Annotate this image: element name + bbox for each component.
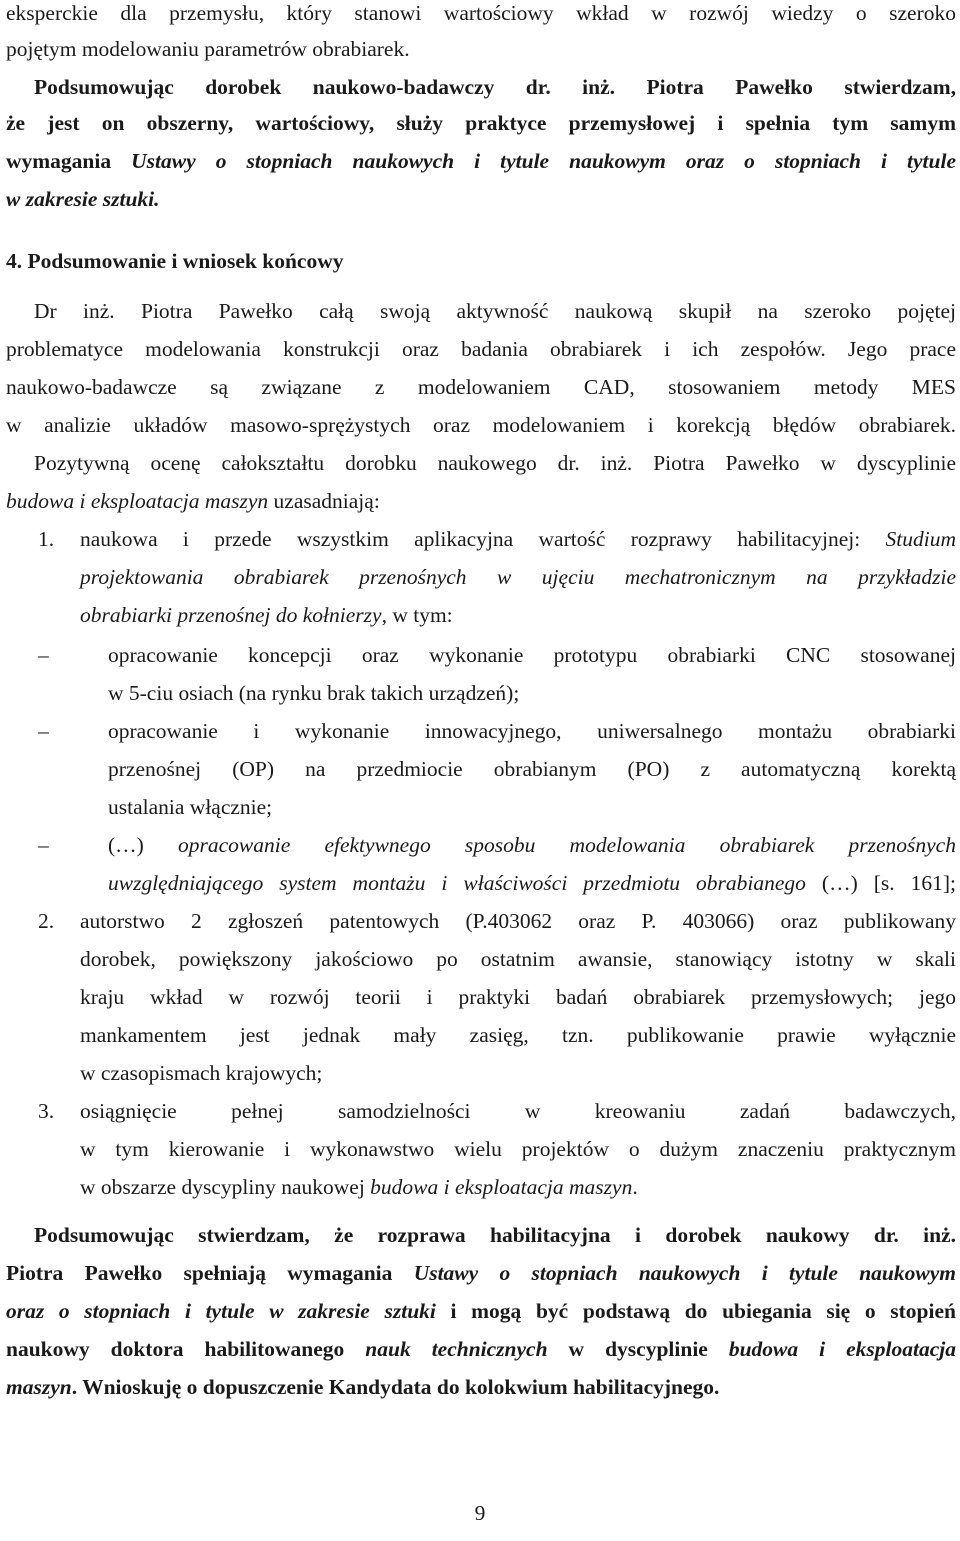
act-title: Ustawy o stopniach naukowych i tytule naukowym xyxy=(413,1261,956,1285)
dash-bullet: – xyxy=(38,643,49,667)
list-item-line: autorstwo 2 zgłoszeń patentowych (P.403062 oraz P. 403066) oraz publikowany xyxy=(80,909,956,933)
list-item-line: mankamentem jest jednak mały zasięg, tzn. publikowanie prawie wyłącznie xyxy=(80,1023,956,1047)
dash-bullet: – xyxy=(38,833,49,857)
list-item-line: w tym kierowanie i wykonawstwo wielu projektów o dużym znaczeniu praktycznym xyxy=(80,1137,956,1161)
act-title: oraz o stopniach i tytule w zakresie sztuki xyxy=(6,1299,436,1323)
conclusion-line xyxy=(6,1334,956,1364)
text-span: naukowa i przede wszystkim aplikacyjna wartość rozprawy habilitacyjnej: xyxy=(80,527,886,551)
discipline-name: budowa i eksploatacja maszyn xyxy=(6,489,269,513)
summary-paragraph-line: Podsumowując dorobek naukowo-badawczy dr. inż. Piotra Pawełko stwierdzam, xyxy=(34,75,956,99)
subitem-line xyxy=(108,830,956,860)
subitem-line: przenośnej (OP) na przedmiocie obrabianym (PO) z automatyczną korektą xyxy=(108,757,956,781)
paragraph-line xyxy=(6,486,956,516)
list-item-line: w czasopismach krajowych; xyxy=(80,1061,323,1085)
subitem-line: opracowanie i wykonanie innowacyjnego, uniwersalnego montażu obrabiarki xyxy=(108,719,956,743)
subitem-line: w 5-ciu osiach (na rynku brak takich urządzeń); xyxy=(108,681,520,705)
text-span: wymagania xyxy=(6,149,132,173)
text-span: w obszarze dyscypliny naukowej xyxy=(80,1175,371,1199)
discipline-name: budowa i eksploatacja maszyn xyxy=(370,1175,633,1199)
list-number: 1. xyxy=(38,527,55,551)
paragraph-line: Pozytywną ocenę całokształtu dorobku naukowego dr. inż. Piotra Pawełko w dyscyplinie xyxy=(34,451,956,475)
section-heading: 4. Podsumowanie i wniosek końcowy xyxy=(6,249,344,273)
paragraph-line: w analizie układów masowo-sprężystych oraz modelowaniem i korekcją błędów obrabiarek. xyxy=(6,413,956,437)
quote-text: uwzględniającego system montażu i właściwości przedmiotu obrabianego xyxy=(108,871,806,895)
text-span: w dyscyplinie xyxy=(547,1337,729,1361)
discipline-name: budowa i eksploatacja xyxy=(728,1337,956,1361)
conclusion-line: Podsumowując stwierdzam, że rozprawa habilitacyjna i dorobek naukowy dr. inż. xyxy=(34,1223,956,1247)
page-number: 9 xyxy=(474,1501,486,1525)
text-span: . xyxy=(632,1175,638,1199)
list-item-line xyxy=(80,600,956,630)
text-span: . Wnioskuję o dopuszczenie Kandydata do kolokwium habilitacyjnego. xyxy=(71,1375,720,1399)
conclusion-line xyxy=(6,1372,956,1402)
subitem-line: ustalania włącznie; xyxy=(108,795,273,819)
text-span: (…) [s. 161]; xyxy=(805,871,956,895)
list-item-line: osiągnięcie pełnej samodzielności w kreowaniu zadań badawczych, xyxy=(80,1099,956,1123)
thesis-title: projektowania obrabiarek przenośnych w ujęciu mechatronicznym na przykładzie xyxy=(80,565,956,589)
text-span: , w tym: xyxy=(381,603,453,627)
text-span: uzasadniają: xyxy=(268,489,380,513)
summary-paragraph-line xyxy=(6,146,956,176)
list-item-line: kraju wkład w rozwój teorii i praktyki badań obrabiarek przemysłowych; jego xyxy=(80,985,956,1009)
conclusion-line xyxy=(6,1258,956,1288)
quote-text: opracowanie efektywnego sposobu modelowania obrabiarek przenośnych xyxy=(178,833,956,857)
list-item-line xyxy=(80,524,956,554)
act-title: Ustawy o stopniach naukowych i tytule naukowym oraz o stopniach i tytule xyxy=(131,149,956,173)
subitem-line: opracowanie koncepcji oraz wykonanie prototypu obrabiarki CNC stosowanej xyxy=(108,643,956,667)
text-span: naukowy doktora habilitowanego xyxy=(6,1337,366,1361)
list-item-line xyxy=(80,1172,956,1202)
text-span: (…) xyxy=(108,833,178,857)
list-item-line: dorobek, powiększony jakościowo po ostatnim awansie, stanowiący istotny w skali xyxy=(80,947,956,971)
thesis-title: obrabiarki przenośnej do kołnierzy xyxy=(80,603,382,627)
paragraph-line: naukowo-badawcze są związane z modelowaniem CAD, stosowaniem metody MES xyxy=(6,375,956,399)
conclusion-line xyxy=(6,1296,956,1326)
field-name: nauk technicznych xyxy=(365,1337,548,1361)
list-number: 3. xyxy=(38,1099,55,1123)
paragraph-line: problematyce modelowania konstrukcji oraz badania obrabiarek i ich zespołów. Jego prace xyxy=(6,337,956,361)
text-span: Piotra Pawełko spełniają wymagania xyxy=(6,1261,414,1285)
text-span: i mogą być podstawą do ubiegania się o stopień xyxy=(435,1299,956,1323)
subitem-line xyxy=(108,868,956,898)
dash-bullet: – xyxy=(38,719,49,743)
discipline-name: maszyn xyxy=(6,1375,72,1399)
summary-paragraph-line: w zakresie sztuki. xyxy=(6,187,160,211)
paragraph-line: pojętym modelowaniu parametrów obrabiarek. xyxy=(6,37,410,61)
paragraph-line: eksperckie dla przemysłu, który stanowi wartościowy wkład w rozwój wiedzy o szeroko xyxy=(6,1,956,25)
summary-paragraph-line: że jest on obszerny, wartościowy, służy praktyce przemysłowej i spełnia tym samym xyxy=(6,111,956,135)
list-number: 2. xyxy=(38,909,55,933)
thesis-title: Studium xyxy=(885,527,956,551)
paragraph-line: Dr inż. Piotra Pawełko całą swoją aktywność naukową skupił na szeroko pojętej xyxy=(34,299,956,323)
